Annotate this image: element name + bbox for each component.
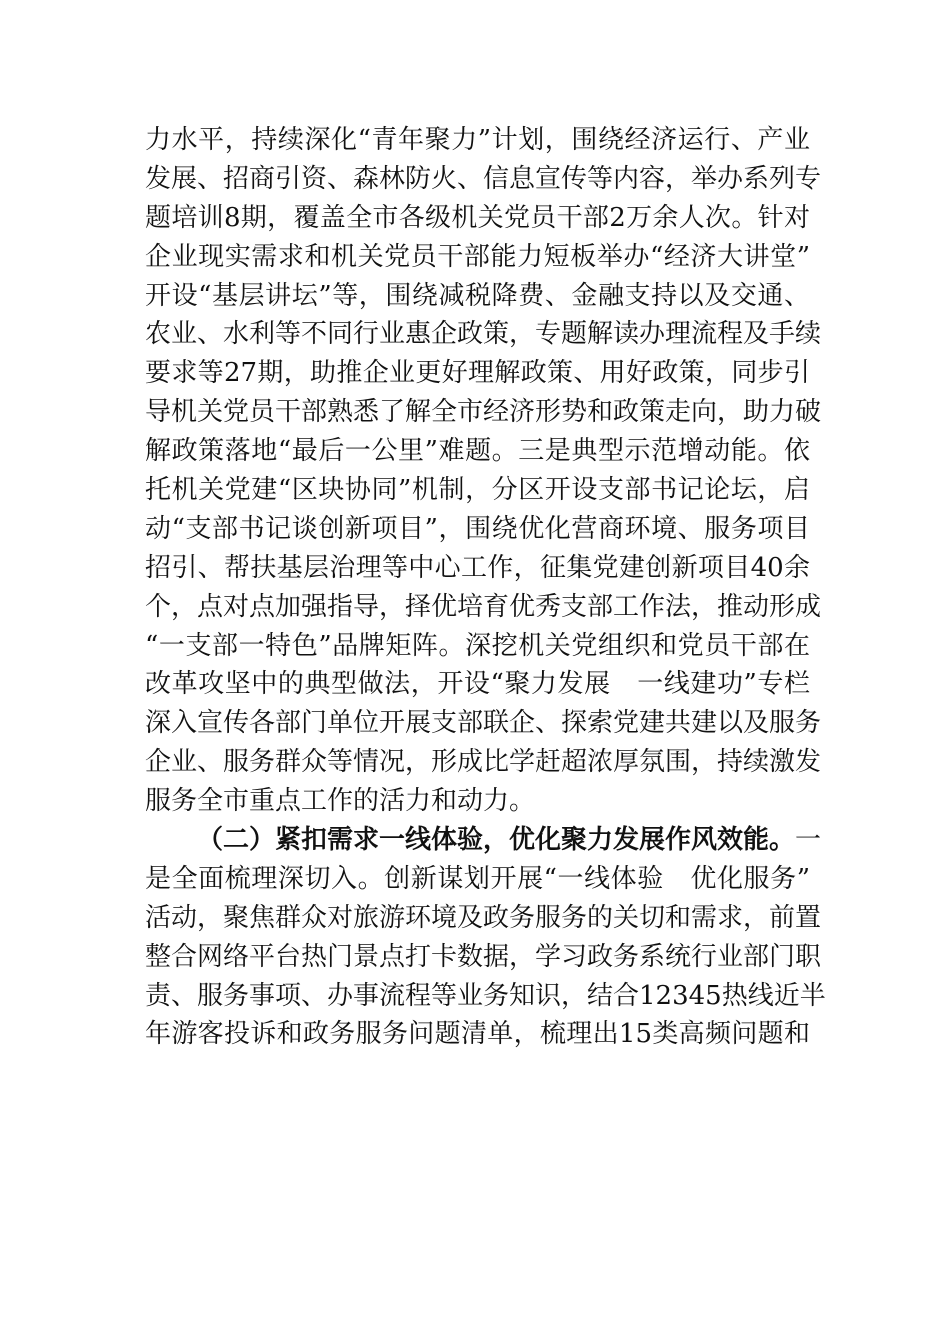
text-line: 解政策落地“最后一公里”难题。三是典型示范增动能。依 [145, 436, 810, 467]
text-line: 整合网络平台热门景点打卡数据，学习政务系统行业部门职 [145, 941, 822, 972]
text-line: 力水平，持续深化“青年聚力”计划，围绕经济运行、产业 [145, 125, 810, 155]
text-line: 农业、水利等不同行业惠企政策，专题解读办理流程及手续 [145, 319, 822, 350]
text-line: 发展、招商引资、森林防火、信息宣传等内容，举办系列专 [145, 163, 822, 194]
text-line: 个，点对点加强指导，择优培育优秀支部工作法，推动形成 [145, 591, 822, 622]
text-line: 招引、帮扶基层治理等中心工作，征集党建创新项目40余 [145, 552, 810, 583]
text-line: 深入宣传各部门单位开展支部联企、探索党建共建以及服务 [145, 708, 822, 739]
text-line: 开设“基层讲坛”等，围绕减税降费、金融支持以及交通、 [145, 280, 810, 311]
heading-line-rest: 一 [795, 825, 822, 856]
text-line: 企业、服务群众等情况，形成比学赶超浓厚氛围，持续激发 [145, 747, 822, 778]
paragraph-1 [145, 121, 822, 821]
text-line: 服务全市重点工作的活力和动力。 [145, 786, 536, 817]
text-line: 要求等27期，助推企业更好理解政策、用好政策，同步引 [145, 358, 810, 389]
paragraph-2 [145, 821, 826, 1054]
document-body [145, 121, 826, 1054]
text-line: 改革攻坚中的典型做法，开设“聚力发展 一线建功”专栏 [145, 669, 810, 700]
section-heading: （二）紧扣需求一线体验，优化聚力发展作风效能。 [197, 825, 796, 856]
text-line: 导机关党员干部熟悉了解全市经济形势和政策走向，助力破 [145, 397, 822, 428]
text-line: 企业现实需求和机关党员干部能力短板举办“经济大讲堂” [145, 241, 810, 272]
text-line: 题培训8期，覆盖全市各级机关党员干部2万余人次。针对 [145, 202, 810, 233]
text-line: 活动，聚焦群众对旅游环境及政务服务的关切和需求，前置 [145, 902, 822, 933]
text-line: “一支部一特色”品牌矩阵。深挖机关党组织和党员干部在 [145, 630, 810, 661]
text-line: 年游客投诉和政务服务问题清单，梳理出15类高频问题和 [145, 1019, 810, 1050]
text-line: 是全面梳理深切入。创新谋划开展“一线体验 优化服务” [145, 863, 810, 894]
section-heading-line [145, 821, 822, 860]
text-line: 动“支部书记谈创新项目”，围绕优化营商环境、服务项目 [145, 513, 810, 544]
text-line: 责、服务事项、办事流程等业务知识，结合12345热线近半 [145, 980, 826, 1011]
text-line: 托机关党建“区块协同”机制，分区开设支部书记论坛，启 [145, 475, 810, 506]
